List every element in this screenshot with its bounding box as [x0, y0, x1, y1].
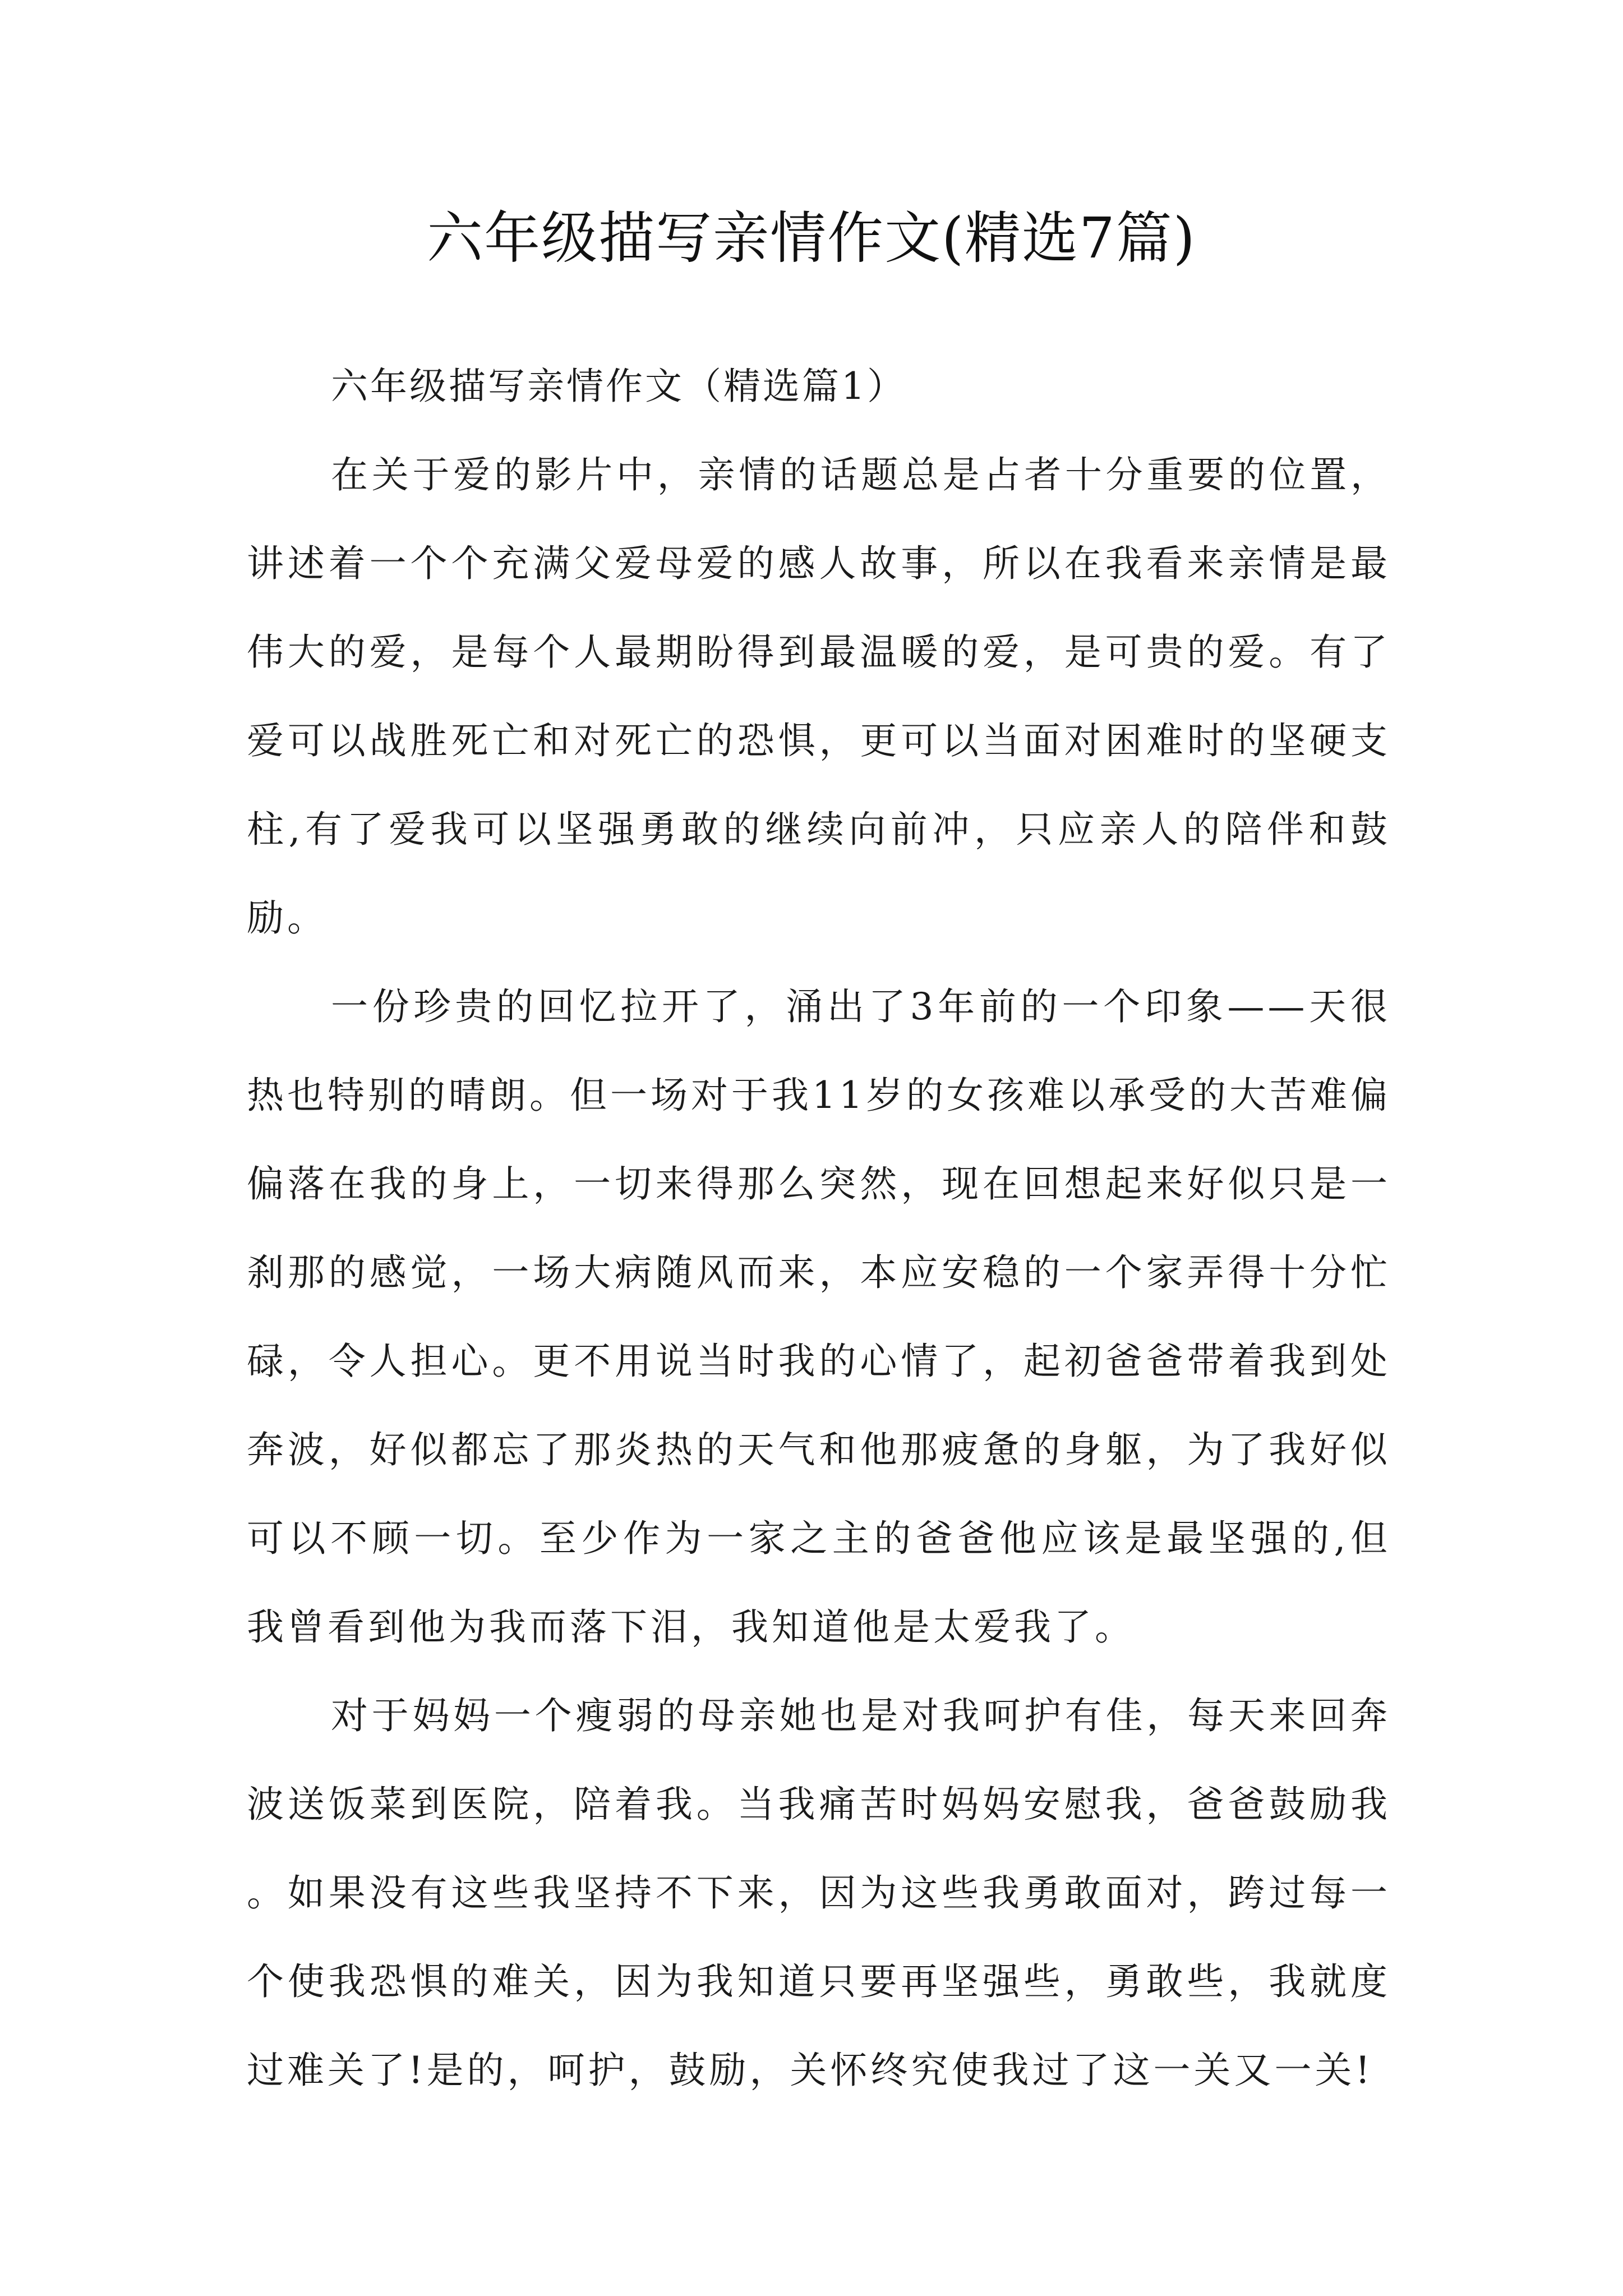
- section-heading: 六年级描写亲情作文（精选篇1）: [331, 365, 906, 408]
- paragraph-2: 一份珍贵的回忆拉开了，涌出了3年前的一个印象——天很热也特别的晴朗。但一场对于我11岁的女孩难以承受的大苦难偏偏落在我的身上，一切来得那么突然，现在回想起来好似只是一刹那的感觉，一场大病随风而来，本应安稳的一个家弄得十分忙碌，令人担心。更不用说当时我的心情了，起初爸爸带着我到处奔波，好似都忘了那炎热的天气和他那疲惫的身躯，为了我好似可以不顾一切。至少作为一家之主的爸爸他应该是最坚强的,但我曾看到他为我而落下泪，我知道他是太爱我了。: [247, 985, 1391, 1649]
- paragraph-3: 对于妈妈一个瘦弱的母亲她也是对我呵护有佳，每天来回奔波送饭菜到医院，陪着我。当我痛苦时妈妈安慰我，爸爸鼓励我。如果没有这些我坚持不下来，因为这些我勇敢面对，跨过每一个使我恐惧的难关，因为我知道只要再坚强些，勇敢些，我就度过难关了!是的，呵护，鼓励，关怀终究使我过了这一关又一关!: [247, 1694, 1391, 2092]
- document-body: [247, 342, 1391, 2115]
- paragraph-1: 在关于爱的影片中，亲情的话题总是占者十分重要的位置，讲述着一个个充满父爱母爱的感人故事，所以在我看来亲情是最伟大的爱，是每个人最期盼得到最温暖的爱，是可贵的爱。有了爱可以战胜死亡和对死亡的恐惧，更可以当面对困难时的坚硬支柱,有了爱我可以坚强勇敢的继续向前冲，只应亲人的陪伴和鼓励。: [247, 453, 1391, 940]
- document-title: 六年级描写亲情作文(精选7篇): [427, 205, 1196, 271]
